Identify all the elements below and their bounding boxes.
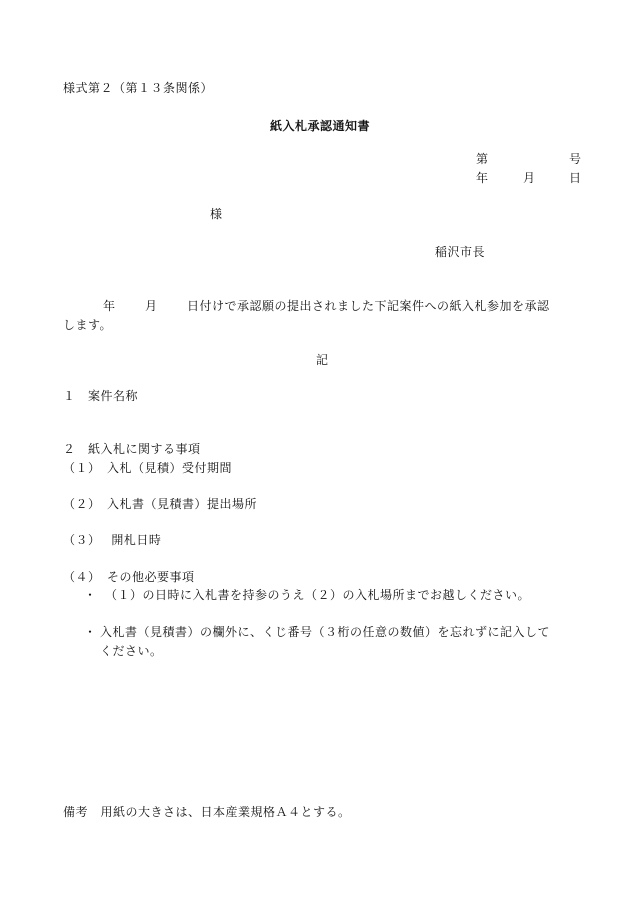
body-line2: します。 [63, 318, 113, 332]
section2-item-1: （１） 入札（見積）受付期間 [63, 461, 233, 475]
ki-heading: 記 [316, 353, 329, 367]
section1-label: １ 案件名称 [63, 389, 139, 403]
section2-item-2: （２） 入札書（見積書）提出場所 [63, 497, 258, 511]
addressee-sama: 様 [210, 207, 223, 221]
body-month: 月 [145, 299, 158, 313]
number-go: 号 [569, 152, 582, 166]
date-month: 月 [523, 171, 536, 185]
bullet-text-1: （１）の日時に入札書を持参のうえ（２）の入札場所までお越しください。 [105, 588, 531, 602]
document-title: 紙入札承認通知書 [270, 119, 371, 133]
number-dai: 第 [476, 152, 489, 166]
body-year: 年 [103, 299, 116, 313]
body-line1-rest: 日付けで承認願の提出されました下記案件への紙入札参加を承認 [187, 299, 550, 313]
section2-item-4: （４） その他必要事項 [63, 570, 195, 584]
issuer-name: 稲沢市長 [435, 245, 486, 259]
form-label: 様式第２（第１３条関係） [63, 81, 214, 95]
section2-label: ２ 紙入札に関する事項 [63, 442, 201, 456]
date-year: 年 [476, 171, 489, 185]
bullet-mark-2: ・ [84, 625, 97, 639]
bullet-mark-1: ・ [84, 588, 97, 602]
bullet-text-2-line1: 入札書（見積書）の欄外に、くじ番号（３桁の任意の数値）を忘れずに記入して [100, 625, 551, 639]
remark-note: 備考 用紙の大きさは、日本産業規格Ａ４とする。 [63, 805, 351, 819]
section2-item-3: （３） 開札日時 [63, 533, 162, 547]
date-day: 日 [569, 171, 582, 185]
bullet-text-2-line2: ください。 [100, 644, 163, 658]
